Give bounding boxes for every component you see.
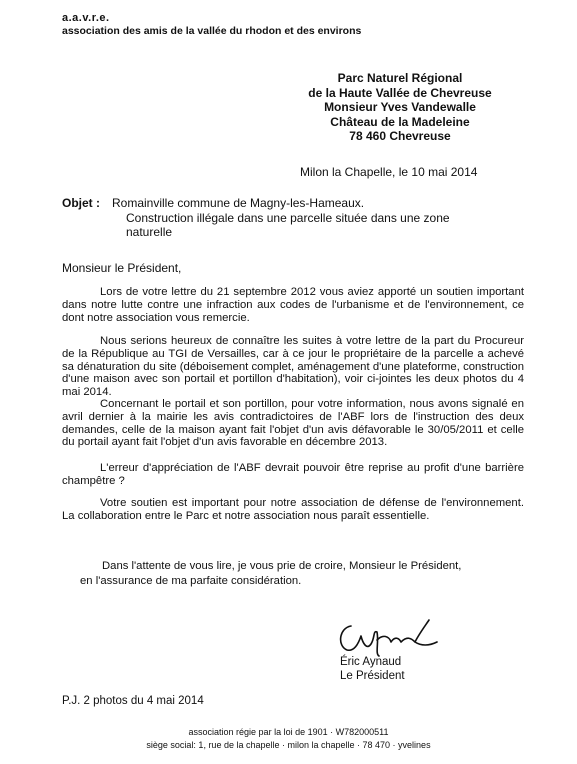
paragraph-2: Nous serions heureux de connaître les suites à votre lettre de la part du Procureur de la République au TGI de Versailles, car à ce jour le propriétaire de la parcelle a achevé sa dénaturation du site (déboisement complet, aménagement d'une plateforme, construction d'une maison avec son portail et portillon d'habitation), voir ci-jointes les deux photos du 4 mai 2014. [62,335,524,399]
salutation: Monsieur le Président, [62,261,182,275]
closing-line2: en l'assurance de ma parfaite considération. [80,575,302,587]
objet-label: Objet : [62,196,100,210]
paragraph-4: L'erreur d'appréciation de l'ABF devrait pouvoir être reprise au profit d'une barrière champêtre ? [62,462,524,487]
date-line: Milon la Chapelle, le 10 mai 2014 [300,165,478,179]
objet-line1: Romainville commune de Magny-les-Hameaux. [112,196,365,210]
signer-block [340,655,405,683]
paragraph-1: Lors de votre lettre du 21 septembre 2012 vous aviez apporté un soutien important dans notre lutte contre une infraction aux codes de l'urbanisme et de l'environnement, ce dont notre association vous remercie. [62,286,524,324]
org-acronym: a.a.v.r.e. [62,12,110,24]
paragraph-3: Concernant le portail et son portillon, pour votre information, nous avons signalé en avril dernier à la mairie les avis contradictoires de l'ABF lors de l'instruction des deux demandes, celle de la maison ayant fait l'objet d'un avis défavorable le 30/05/2011 et celle du portail ayant fait l'objet d'un avis favorable en décembre 2013. [62,398,524,449]
recipient-line: 78 460 Chevreuse [349,129,451,143]
signer-title: Le Président [340,670,405,682]
closing-formula [62,559,532,589]
recipient-line: Château de la Madeleine [330,114,470,129]
paragraph-5: Votre soutien est important pour notre association de défense de l'environnement. La collaboration entre le Parc et notre association nous paraît essentielle. [62,497,524,522]
org-full-name: association des amis de la vallée du rhodon et des environs [62,25,362,37]
recipient-line: Monsieur Yves Vandewalle [324,100,476,114]
objet-line2: Construction illégale dans une parcelle située dans une zone naturelle [126,211,450,239]
footer-line1: association régie par la loi de 1901 · W782000511 [188,727,389,737]
recipient-line: Parc Naturel Régional [337,71,463,85]
closing-line1: Dans l'attente de vous lire, je vous prie de croire, Monsieur le Président, [102,560,462,572]
footer-line2: siège social: 1, rue de la chapelle · milon la chapelle · 78 470 · yvelines [146,740,431,750]
recipient-address [270,71,530,144]
enclosure-note: P.J. 2 photos du 4 mai 2014 [62,695,204,707]
signer-name: Éric Aynaud [340,656,402,668]
recipient-line: de la Haute Vallée de Chevreuse [308,85,492,100]
handwritten-signature [333,616,443,658]
